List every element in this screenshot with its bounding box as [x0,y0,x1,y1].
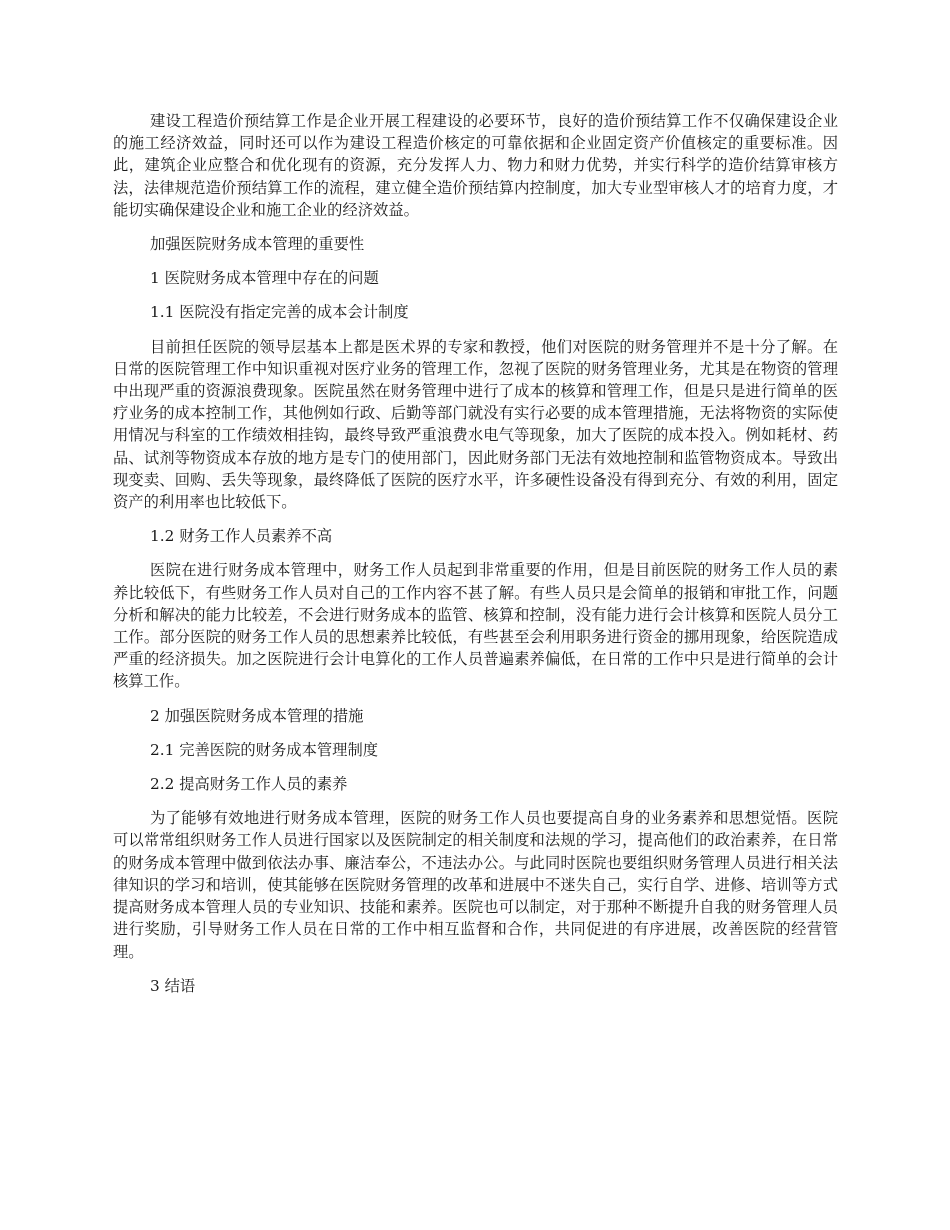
section-heading-3: 3 结语 [150,976,196,995]
document-body [113,110,838,1009]
intro-paragraph: 建设工程造价预结算工作是企业开展工程建设的必要环节，良好的造价预结算工作不仅确保建设企业的施工经济效益，同时还可以作为建设工程造价核定的可靠依据和企业固定资产价值核定的重要标准。因此，建筑企业应整合和优化现有的资源，充分发挥人力、物力和财力优势，并实行科学的造价结算审核方法，法律规范造价预结算工作的流程，建立健全造价预结算内控制度，加大专业型审核人才的培育力度，才能切实确保建设企业和施工企业的经济效益。 [113,112,838,219]
subsection-heading-2-2: 2.2 提高财务工作人员的素养 [150,775,348,794]
article-title: 加强医院财务成本管理的重要性 [150,235,365,254]
paragraph-1-2: 医院在进行财务成本管理中，财务工作人员起到非常重要的作用，但是目前医院的财务工作人员的素养比较低下，有些财务工作人员对自己的工作内容不甚了解。有些人员只是会简单的报销和审批工作，问题分析和解决的能力比较差，不会进行财务成本的监管、核算和控制，没有能力进行会计核算和医院人员分工工作。部分医院的财务工作人员的思想素养比较低，有些甚至会利用职务进行资金的挪用现象，给医院造成严重的经济损失。加之医院进行会计电算化的工作人员普遍素养偏低，在日常的工作中只是进行简单的会计核算工作。 [113,561,838,691]
section-heading-1: 1 医院财务成本管理中存在的问题 [150,269,379,288]
subsection-heading-1-1: 1.1 医院没有指定完善的成本会计制度 [150,303,409,322]
section-heading-2: 2 加强医院财务成本管理的措施 [150,706,364,725]
paragraph-2-2: 为了能够有效地进行财务成本管理，医院的财务工作人员也要提高自身的业务素养和思想觉悟。医院可以常常组织财务工作人员进行国家以及医院制定的相关制度和法规的学习，提高他们的政治素养，在日常的财务成本管理中做到依法办事、廉洁奉公，不违法办公。与此同时医院也要组织财务管理人员进行相关法律知识的学习和培训，使其能够在医院财务管理的改革和进展中不迷失自己，实行自学、进修、培训等方式提高财务成本管理人员的专业知识、技能和素养。医院也可以制定，对于那种不断提升自我的财务管理人员进行奖励，引导财务工作人员在日常的工作中相互监督和合作，共同促进的有序进展，改善医院的经营管理。 [113,809,838,961]
subsection-heading-1-2: 1.2 财务工作人员素养不高 [150,527,333,546]
paragraph-1-1: 目前担任医院的领导层基本上都是医术界的专家和教授，他们对医院的财务管理并不是十分了解。在日常的医院管理工作中知识重视对医疗业务的管理工作，忽视了医院的财务管理业务，尤其是在物资的管理中出现严重的资源浪费现象。医院虽然在财务管理中进行了成本的核算和管理工作，但是只是进行简单的医疗业务的成本控制工作，其他例如行政、后勤等部门就没有实行必要的成本管理措施，无法将物资的实际使用情况与科室的工作绩效相挂钩，最终导致严重浪费水电气等现象，加大了医院的成本投入。例如耗材、药品、试剂等物资成本存放的地方是专门的使用部门，因此财务部门无法有效地控制和监管物资成本。导致出现变卖、回购、丢失等现象，最终降低了医院的医疗水平，许多硬性设备没有得到充分、有效的利用，固定资产的利用率也比较低下。 [113,337,838,512]
subsection-heading-2-1: 2.1 完善医院的财务成本管理制度 [150,740,379,759]
